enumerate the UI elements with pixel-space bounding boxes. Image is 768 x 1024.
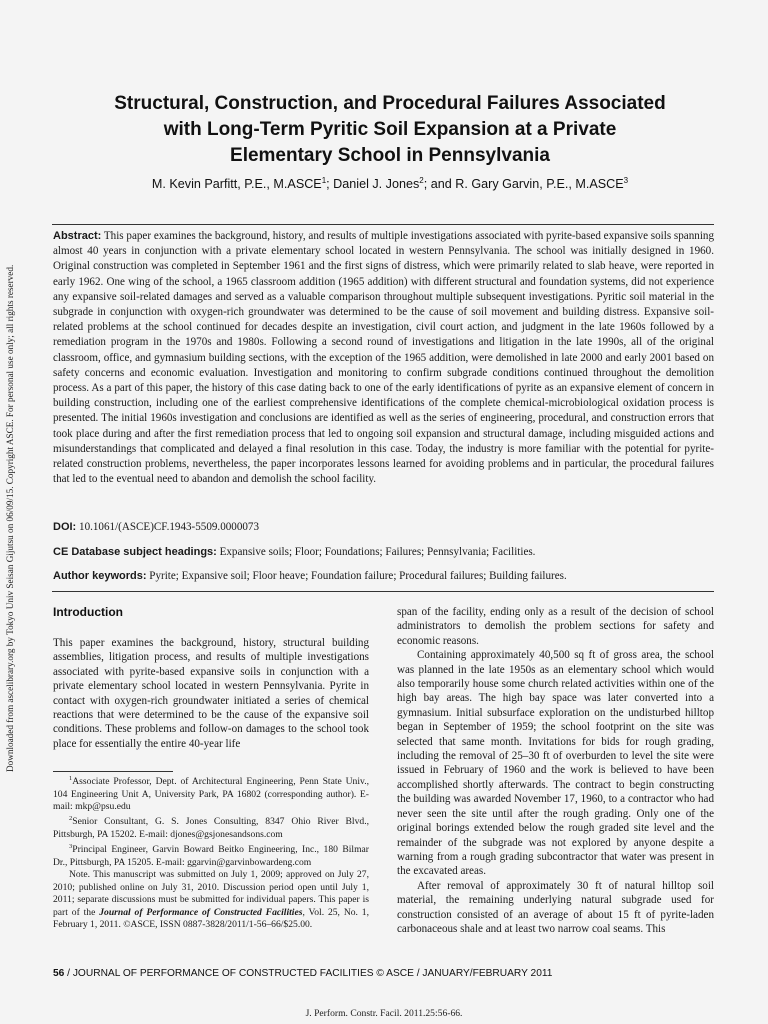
note-journal-title: Journal of Performance of Constructed Facilities bbox=[99, 906, 303, 918]
author-2-affil: 2 bbox=[419, 176, 424, 185]
right-paragraph-3: After removal of approximately 30 ft of natural hilltop soil material, the remaining underlying natural subgrade used for construction consisted of an average of about 15 ft of pyrite-laden carbonaceous shale and at least two narrow coal seams. This bbox=[397, 879, 714, 935]
abstract-bottom-rule bbox=[52, 591, 714, 592]
right-paragraph-2: Containing approximately 40,500 sq ft of gross area, the school was planned in the late 1950s as an elementary school which would also temporarily house some church related activities within one of the high bay areas. The high bay space was later converted into a gymnasium. Initial subsurface exploration on the undisturbed hilltop began in September of 1959; the school footprint on the site was selected that same month. Invitations for bids for rough grading, including the removal of 25–30 ft of overburden to level the site were issued in February of 1960 and the work is believed to have been accomplished shortly afterwards. The contract to begin constructing the building was awarded November 17, 1960, to a contractor who had never seen the site until after the rough grading. Only one of the original borings extended below the rough graded site level and the remainder of the subgrade was not explored by anyone despite a warning from a rough grading subcontractor that water was present in the excavated areas. bbox=[397, 649, 714, 878]
doi-value: 10.1061/(ASCE)CF.1943-5509.0000073 bbox=[79, 521, 260, 533]
author-1-affil: 1 bbox=[321, 176, 327, 185]
keywords-value: Pyrite; Expansive soil; Floor heave; Foundation failure; Procedural failures; Building failures. bbox=[149, 570, 567, 582]
footnotes bbox=[53, 773, 369, 931]
journal-running-footer: / JOURNAL OF PERFORMANCE OF CONSTRUCTED FACILITIES © ASCE / JANUARY/FEBRUARY 2011 bbox=[64, 968, 553, 979]
doi-line bbox=[53, 520, 714, 534]
abstract-label: Abstract: bbox=[53, 230, 102, 242]
left-column bbox=[53, 604, 369, 751]
intro-paragraph-1: This paper examines the background, history, structural building assemblies, litigation process, and results of multiple investigations associated with pyrite-based expansive soils in conjunction with a private elementary school located in western Pennsylvania. Pyrite in contact with oxygen-rich groundwater initiated a series of chemical reactions that were determined to be the cause of the expansive soil conditions. These problems and follow-on damages to the school took place for essentially the entire 40-year life bbox=[53, 637, 369, 750]
author-list bbox=[40, 176, 740, 191]
author-3: ; and R. Gary Garvin, P.E., M.ASCE bbox=[423, 177, 624, 192]
author-3-affil: 3 bbox=[623, 176, 629, 185]
footnote-2 bbox=[53, 813, 369, 841]
footnote-3-number: 3 bbox=[69, 843, 73, 851]
article-title bbox=[40, 91, 740, 169]
footnote-1-number: 1 bbox=[69, 775, 73, 782]
footnote-3-text: Principal Engineer, Garvin Boward Beitko Engineering, Inc., 180 Bilmar Dr., Pittsburgh, PA 15205. E-mail: ggarvin@garvinbowardeng.com bbox=[53, 844, 369, 868]
footnote-1-text: Associate Professor, Dept. of Architectural Engineering, Penn State Univ., 104 Engineering Unit A, University Park, PA 16802 (corresponding author). E-mail: mkp@psu.edu bbox=[53, 776, 369, 812]
keywords-label: Author keywords: bbox=[53, 570, 147, 582]
manuscript-note bbox=[53, 869, 369, 931]
abstract bbox=[53, 229, 714, 487]
author-2: ; Daniel J. Jones bbox=[326, 177, 420, 192]
abstract-top-rule bbox=[52, 224, 714, 225]
footnote-3 bbox=[53, 841, 369, 869]
title-line-2: with Long-Term Pyritic Soil Expansion at a Private bbox=[163, 119, 617, 140]
footnote-rule bbox=[53, 771, 173, 772]
title-line-3: Elementary School in Pennsylvania bbox=[230, 145, 550, 166]
introduction-heading: Introduction bbox=[53, 605, 123, 619]
keywords-line bbox=[53, 569, 714, 583]
footnote-2-text: Senior Consultant, G. S. Jones Consulting, 8347 Ohio River Blvd., Pittsburgh, PA 15202. E-mail: djones@gsjonesandsons.com bbox=[53, 816, 369, 840]
ce-headings-label: CE Database subject headings: bbox=[53, 546, 217, 558]
title-line-1: Structural, Construction, and Procedural Failures Associated bbox=[114, 93, 666, 114]
page-footer bbox=[53, 968, 714, 979]
download-notice: Downloaded from ascelibrary.org by Tokyo Univ Seisan Gijutsu on 06/09/15. Copyright ASCE. For personal use only; all rights reserved. bbox=[5, 264, 15, 772]
abstract-text: This paper examines the background, history, and results of multiple investigations associated with pyrite-based expansive soils spanning almost 40 years in conjunction with a private elementary school located in western Pennsylvania. The school was initially designed in 1960. Original construction was completed in September 1961 and the first signs of distress, which were primarily related to slab heave, were reported in early 1962. One wing of the school, a 1965 classroom addition (1965 addition) with different structural and foundation systems, did not experience any expansive soil-related damages and served as a valuable comparison throughout multiple subsequent investigations. Pyritic soil material in the subgrade in conjunction with oxygen-rich groundwater was determined to be the cause of soil movement and building distress. Expansive soil-related problems at the school continued for decades despite an investigation, civil court action, and judgment in the late 1960s followed by a remediation program in the 1970s and 1980s. Following a second round of investigations and litigation in the late 1990s, all of the original classroom, office, and gymnasium building sections, with the exception of the 1965 addition, were demolished in late 2000 and early 2001 based on safety concerns and economic evaluation. Investigation and monitoring to confirm subgrade conditions continued throughout the demolition process. As a part of this paper, the history of this case dating back to one of the early identifications of pyrite as an expansive element of concern in building construction, including one of the earliest comprehensive identifications of the complete chemical-microbiological oxidation process is presented. The initial 1960s investigation and conclusions are identified as well as the series of engineering, procedural, and construction errors that took place during and after the first remediation process that led to ongoing soil expansion and structural damage, including misguided actions and misunderstandings that complicated and delayed a final resolution in this case. Today, the industry is more familiar with the potential for pyrite-related construction problems, nevertheless, the paper incorporates lessons learned for avoiding problems and in particular, the procedural failures that led to the eventual need to abandon and demolish the school facility. bbox=[53, 230, 714, 486]
footnote-2-number: 2 bbox=[69, 815, 73, 823]
note-text-b: , Vol. 25, No. 1, February 1, 2011. ©ASCE, ISSN 0887-3828/2011/1-56–66/$25.00. bbox=[53, 906, 369, 931]
page-number: 56 bbox=[53, 968, 65, 979]
right-paragraph-1: span of the facility, ending only as a result of the decision of school administrators to demolish the problem sections for safety and economic reasons. bbox=[397, 606, 714, 647]
citation-line: J. Perform. Constr. Facil. 2011.25:56-66. bbox=[305, 1008, 463, 1019]
footnote-1 bbox=[53, 773, 369, 813]
author-1: M. Kevin Parfitt, P.E., M.ASCE bbox=[151, 177, 322, 192]
note-text-a: Note. This manuscript was submitted on July 1, 2009; approved on July 27, 2010; published online on July 31, 2010. Discussion period open until July 1, 2011; separate discussions must be submitted for individual papers. This paper is part of the bbox=[53, 869, 369, 918]
ce-headings-value: Expansive soils; Floor; Foundations; Failures; Pennsylvania; Facilities. bbox=[219, 546, 536, 558]
right-column bbox=[397, 605, 714, 936]
ce-headings-line bbox=[53, 545, 714, 559]
doi-label: DOI: bbox=[53, 521, 77, 533]
